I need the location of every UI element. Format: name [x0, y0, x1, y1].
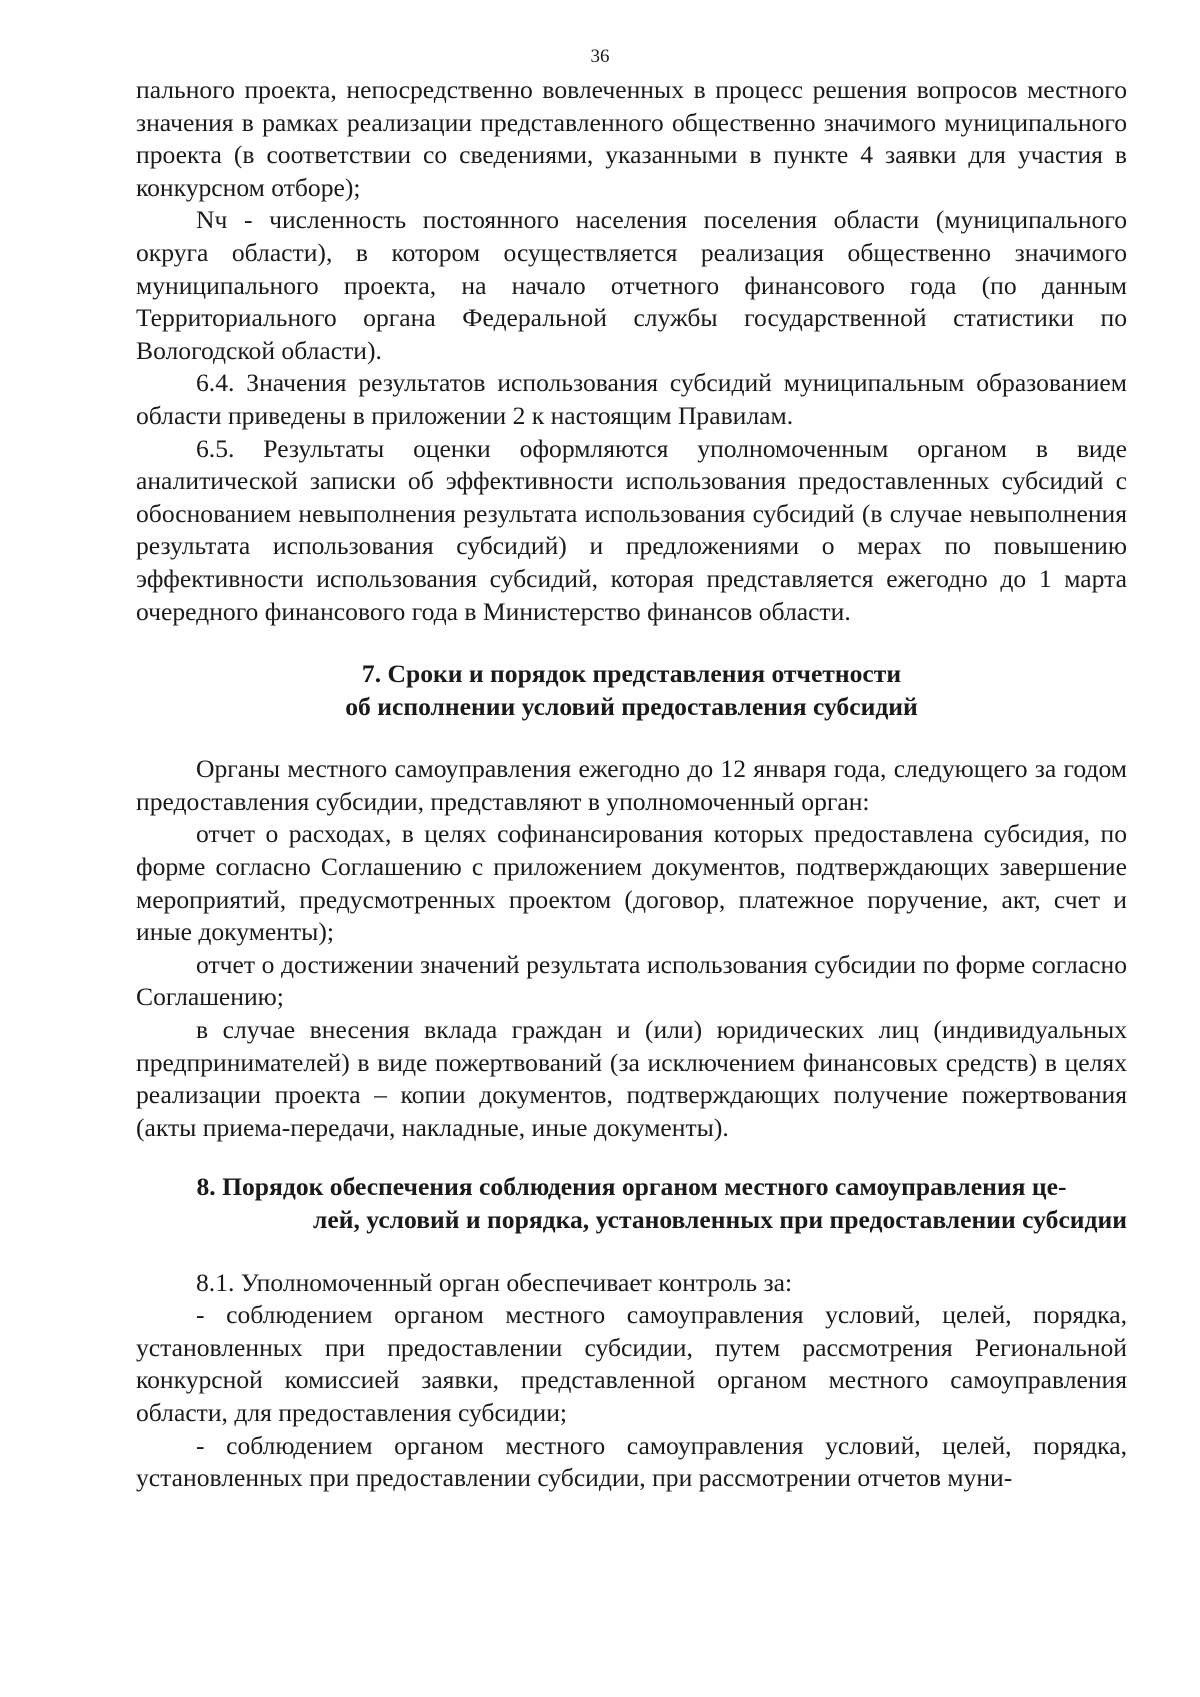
spacer: [136, 1237, 1127, 1267]
section-8-heading-line-2: лей, условий и порядка, установленных при предоставлении субсидии: [313, 1205, 1127, 1234]
section-7-heading: [136, 658, 1127, 723]
section-7-heading-line-1: 7. Сроки и порядок представления отчетности: [361, 659, 902, 689]
section-7-paragraph-1: Органы местного самоуправления ежегодно до 12 января года, следующего за годом предоставления субсидии, представляют в уполномоченный орган:: [136, 754, 1127, 816]
section-7-heading-line-2: об исполнении условий предоставления субсидий: [345, 691, 918, 721]
section-8-paragraph-2: - соблюдением органом местного самоуправления условий, целей, порядка, установленных при предоставлении субсидии, путем рассмотрения Региональной конкурсной комиссией заявки, представленной органом местного самоуправления области, для предоставления субсидии;: [136, 1300, 1127, 1427]
intro-paragraph-6-4: 6.4. Значения результатов использования субсидий муниципальным образованием области приведены в приложении 2 к настоящим Правилам.: [136, 368, 1127, 430]
section-7-paragraph-4: в случае внесения вклада граждан и (или) юридических лиц (индивидуальных предпринимателей) в виде пожертвований (за исключением финансовых средств) в целях реализации проекта – копии документов, подтверждающих получение пожертвования (акты приема-передачи, накладные, иные документы).: [136, 1015, 1127, 1142]
page-content: [136, 74, 1127, 1495]
section-8-paragraph-8-1: 8.1. Уполномоченный орган обеспечивает контроль за:: [196, 1267, 793, 1297]
spacer: [136, 628, 1127, 658]
section-8-heading: [136, 1171, 1127, 1236]
spacer: [136, 1144, 1127, 1171]
section-8-heading-line-1: 8. Порядок обеспечения соблюдения органом местного самоуправления це-: [196, 1172, 1067, 1202]
intro-paragraph-continuation: пального проекта, непосредственно вовлеченных в процесс решения вопросов местного значения в рамках реализации представленного общественно значимого муниципального проекта (в соответствии со сведениями, указанными в пункте 4 заявки для участия в конкурсном отборе);: [136, 75, 1127, 202]
section-7-paragraph-3: отчет о достижении значений результата использования субсидии по форме согласно Соглашению;: [136, 949, 1127, 1012]
intro-paragraph-nch-definition: Nч - численность постоянного населения поселения области (муниципального округа области), в котором осуществляется реализация общественно значимого муниципального проекта, на начало отчетного финансового года (по данным Территориального органа Федеральной службы государственной статистики по Вологодской области).: [136, 205, 1127, 365]
intro-paragraph-6-5: 6.5. Результаты оценки оформляются уполномоченным органом в виде аналитической записки об эффективности использования предоставленных субсидий с обоснованием невыполнения результата использования субсидий (в случае невыполнения результата использования субсидий) и предложениями о мерах по повышению эффективности использования субсидий, которая представляется ежегодно до 1 марта очередного финансового года в Министерство финансов области.: [136, 433, 1127, 626]
page-number: 36: [590, 46, 610, 67]
spacer: [136, 723, 1127, 753]
section-8-paragraph-3: - соблюдением органом местного самоуправления условий, целей, порядка, установленных при предоставлении субсидии, при рассмотрении отчетов муни-: [136, 1430, 1127, 1493]
section-7-paragraph-2: отчет о расходах, в целях софинансирования которых предоставлена субсидия, по форме согласно Соглашению с приложением документов, подтверждающих завершение мероприятий, предусмотренных проектом (договор, платежное поручение, акт, счет и иные документы);: [136, 819, 1127, 947]
